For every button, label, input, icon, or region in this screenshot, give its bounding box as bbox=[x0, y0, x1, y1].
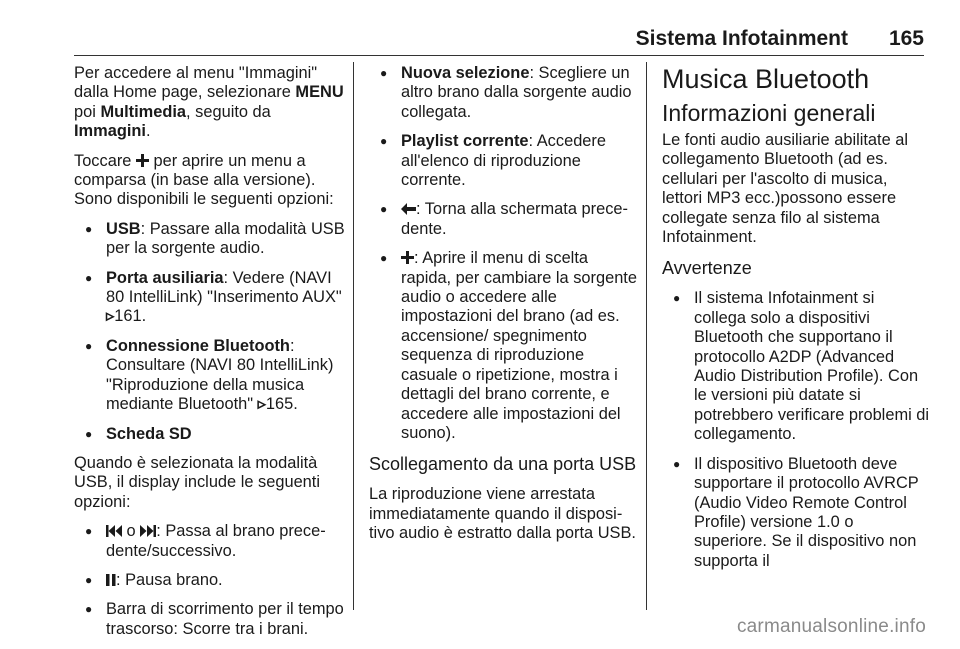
player-options-list bbox=[369, 64, 637, 443]
list-item: ● Scheda SD bbox=[74, 425, 346, 444]
notes-heading: Avvertenze bbox=[662, 258, 752, 279]
immagini-term: Immagini bbox=[74, 122, 146, 141]
column-3 bbox=[662, 64, 930, 581]
intro-paragraph: Per accedere al menu "Immagini" dalla Home page, selezionare MENU poi Multimedia, seguito da Immagini. bbox=[74, 64, 344, 141]
menu-term: MENU bbox=[295, 83, 344, 102]
options-list bbox=[74, 220, 346, 444]
usb-options-list bbox=[74, 522, 346, 639]
list-item: ● Il sistema Infotainment si collega solo a dispositivi Bluetooth che supportano il protocollo A2DP (Advanced Audio Distribution Profile). Con le versioni più datate si potrebbero verificare problemi di collegamento. bbox=[662, 289, 930, 444]
header-title: Sistema Infotainment bbox=[635, 27, 848, 50]
list-item: ● : Pausa brano. bbox=[74, 571, 346, 590]
toccare-paragraph: Toccare per aprire un menu a comparsa (in base alla versione). Sono disponibili le seguenti opzioni: bbox=[74, 151, 334, 209]
list-item: ● Il dispositivo Bluetooth deve supportare il protocollo AVRCP (Audio Video Remote Control Profile) versione 1.0 o superiore. Se il dispositivo non supporta il bbox=[662, 455, 930, 571]
list-item: ● Connessione Bluetooth: Consultare (NAVI 80 IntelliLink) "Riproduzione della musica mediante Bluetooth" ▹165. bbox=[74, 337, 346, 415]
column-2 bbox=[369, 64, 637, 554]
page-header bbox=[0, 0, 960, 60]
column-divider-2 bbox=[646, 62, 647, 610]
notes-list bbox=[662, 289, 930, 571]
column-1 bbox=[74, 64, 346, 649]
list-item: ● : Torna alla schermata precedente. bbox=[369, 200, 637, 239]
general-paragraph: Le fonti audio ausiliarie abilitate al collegamento Bluetooth (ad es. cellulari per l'ascolto di musica, lettori MP3 ecc.)possono essere collegate senza filo al sistema Infotainment. bbox=[662, 131, 909, 247]
list-item: ● : Aprire il menu di scelta rapida, per cambiare la sorgente audio o accedere alle impostazioni del brano (ad es. accensione/ spegnimento sequenza di riproduzione casuale o ripetizione, mostra i dettagli del brano corrente, e accedere alle impostazioni del suono). bbox=[369, 249, 637, 443]
usb-paragraph: Quando è selezionata la modalità USB, il display include le seguenti opzioni: bbox=[74, 453, 320, 511]
list-item: ● Porta ausiliaria: Vedere (NAVI 80 IntelliLink) "Inserimento AUX" ▹161. bbox=[74, 269, 346, 327]
back-arrow-icon bbox=[401, 200, 416, 219]
multimedia-term: Multimedia bbox=[100, 102, 187, 121]
list-item: ● Playlist corrente: Accedere all'elenco di riproduzione corrente. bbox=[369, 132, 637, 190]
page-number: 165 bbox=[888, 27, 924, 50]
list-item: ● o : Passa al brano precedente/successivo. bbox=[74, 522, 346, 561]
chapter-title: Musica Bluetooth bbox=[662, 64, 870, 94]
watermark: carmanualsonline.info bbox=[736, 616, 926, 637]
header-rule bbox=[74, 55, 924, 56]
page-reference-icon: ▹ bbox=[257, 395, 266, 414]
page-reference-icon: ▹ bbox=[106, 307, 115, 326]
section-paragraph: La riproduzione viene arrestata immediatamente quando il dispositivo audio è estratto dalla porta USB. bbox=[369, 485, 636, 543]
pause-icon bbox=[106, 571, 116, 590]
list-item: ● USB: Passare alla modalità USB per la sorgente audio. bbox=[74, 220, 346, 259]
section-heading: Scollegamento da una porta USB bbox=[369, 454, 637, 475]
section-title: Informazioni generali bbox=[662, 100, 876, 126]
next-track-icon bbox=[140, 522, 156, 541]
plus-icon bbox=[136, 152, 149, 171]
column-divider-1 bbox=[353, 62, 354, 610]
list-item: ● Nuova selezione: Scegliere un altro brano dalla sorgente audio collegata. bbox=[369, 64, 637, 122]
previous-track-icon bbox=[106, 522, 122, 541]
plus-icon bbox=[401, 249, 414, 268]
list-item: ● Barra di scorrimento per il tempo trascorso: Scorre tra i brani. bbox=[74, 600, 346, 639]
